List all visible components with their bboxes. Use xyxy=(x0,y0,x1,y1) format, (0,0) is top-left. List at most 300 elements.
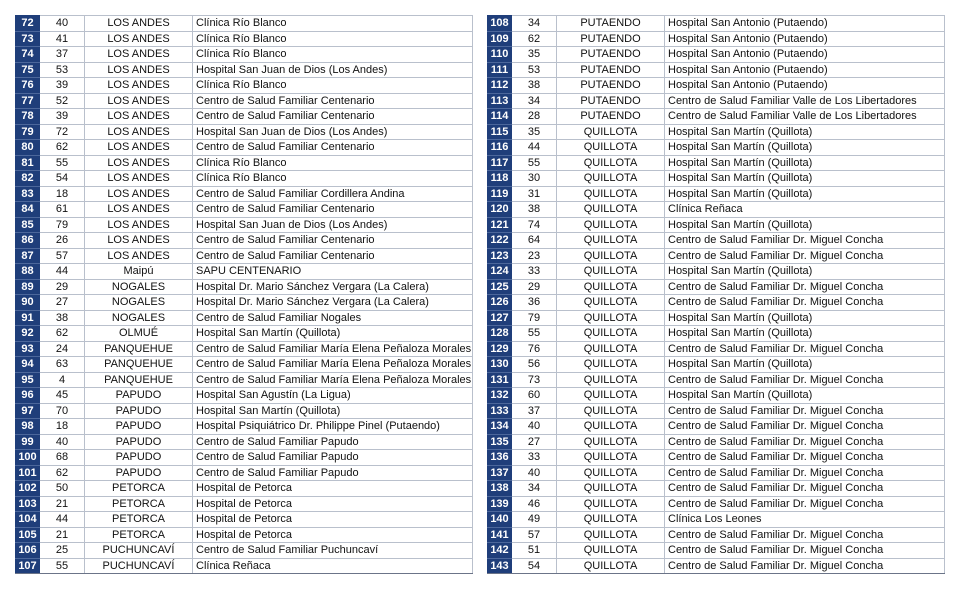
case-number-cell: 106 xyxy=(16,543,40,559)
commune-cell: PANQUEHUE xyxy=(85,372,193,388)
table-row xyxy=(16,233,473,249)
age-cell: 40 xyxy=(40,434,85,450)
table-row xyxy=(16,217,473,233)
commune-cell: NOGALES xyxy=(85,295,193,311)
case-number-cell: 120 xyxy=(488,202,512,218)
case-number-cell: 113 xyxy=(488,93,512,109)
facility-cell: Centro de Salud Familiar Dr. Miguel Concha xyxy=(665,527,945,543)
age-cell: 18 xyxy=(40,186,85,202)
table-row xyxy=(16,341,473,357)
case-number-cell: 125 xyxy=(488,279,512,295)
cases-table-left xyxy=(15,15,473,574)
commune-cell: QUILLOTA xyxy=(557,186,665,202)
commune-cell: QUILLOTA xyxy=(557,217,665,233)
case-number-cell: 92 xyxy=(16,326,40,342)
table-row xyxy=(16,155,473,171)
facility-cell: Hospital San Martín (Quillota) xyxy=(665,171,945,187)
case-number-cell: 76 xyxy=(16,78,40,94)
facility-cell: Hospital San Martín (Quillota) xyxy=(665,264,945,280)
commune-cell: LOS ANDES xyxy=(85,155,193,171)
age-cell: 62 xyxy=(40,140,85,156)
case-number-cell: 134 xyxy=(488,419,512,435)
case-number-cell: 138 xyxy=(488,481,512,497)
case-number-cell: 105 xyxy=(16,527,40,543)
case-number-cell: 142 xyxy=(488,543,512,559)
age-cell: 28 xyxy=(512,109,557,125)
table-row xyxy=(488,388,945,404)
facility-cell: Centro de Salud Familiar Papudo xyxy=(193,450,473,466)
age-cell: 54 xyxy=(512,558,557,574)
table-row xyxy=(488,310,945,326)
case-number-cell: 93 xyxy=(16,341,40,357)
commune-cell: QUILLOTA xyxy=(557,155,665,171)
facility-cell: Hospital San Antonio (Putaendo) xyxy=(665,31,945,47)
age-cell: 27 xyxy=(40,295,85,311)
table-row xyxy=(16,186,473,202)
case-number-cell: 100 xyxy=(16,450,40,466)
commune-cell: PAPUDO xyxy=(85,434,193,450)
case-number-cell: 116 xyxy=(488,140,512,156)
commune-cell: QUILLOTA xyxy=(557,465,665,481)
commune-cell: PUTAENDO xyxy=(557,31,665,47)
commune-cell: LOS ANDES xyxy=(85,202,193,218)
table-row xyxy=(488,558,945,574)
case-number-cell: 91 xyxy=(16,310,40,326)
facility-cell: Centro de Salud Familiar Dr. Miguel Concha xyxy=(665,434,945,450)
commune-cell: LOS ANDES xyxy=(85,248,193,264)
facility-cell: Centro de Salud Familiar Centenario xyxy=(193,248,473,264)
commune-cell: QUILLOTA xyxy=(557,481,665,497)
facility-cell: Clínica Río Blanco xyxy=(193,16,473,32)
table-row xyxy=(16,527,473,543)
table-row xyxy=(16,78,473,94)
commune-cell: PUCHUNCAVÍ xyxy=(85,543,193,559)
case-number-cell: 98 xyxy=(16,419,40,435)
case-number-cell: 79 xyxy=(16,124,40,140)
cases-table-right-body xyxy=(488,16,945,574)
age-cell: 30 xyxy=(512,171,557,187)
commune-cell: QUILLOTA xyxy=(557,512,665,528)
case-number-cell: 132 xyxy=(488,388,512,404)
age-cell: 34 xyxy=(512,481,557,497)
table-row xyxy=(16,140,473,156)
facility-cell: SAPU CENTENARIO xyxy=(193,264,473,280)
commune-cell: PANQUEHUE xyxy=(85,357,193,373)
case-number-cell: 95 xyxy=(16,372,40,388)
facility-cell: Clínica Río Blanco xyxy=(193,171,473,187)
facility-cell: Centro de Salud Familiar Dr. Miguel Concha xyxy=(665,403,945,419)
commune-cell: LOS ANDES xyxy=(85,124,193,140)
case-number-cell: 87 xyxy=(16,248,40,264)
commune-cell: QUILLOTA xyxy=(557,403,665,419)
commune-cell: QUILLOTA xyxy=(557,310,665,326)
facility-cell: Hospital San Antonio (Putaendo) xyxy=(665,78,945,94)
age-cell: 56 xyxy=(512,357,557,373)
table-row xyxy=(488,357,945,373)
commune-cell: PETORCA xyxy=(85,496,193,512)
commune-cell: LOS ANDES xyxy=(85,93,193,109)
table-row xyxy=(488,78,945,94)
age-cell: 38 xyxy=(40,310,85,326)
case-number-cell: 80 xyxy=(16,140,40,156)
facility-cell: Centro de Salud Familiar Dr. Miguel Concha xyxy=(665,481,945,497)
facility-cell: Hospital Dr. Mario Sánchez Vergara (La Calera) xyxy=(193,279,473,295)
case-number-cell: 77 xyxy=(16,93,40,109)
commune-cell: OLMUÉ xyxy=(85,326,193,342)
facility-cell: Hospital San Martín (Quillota) xyxy=(665,186,945,202)
commune-cell: PETORCA xyxy=(85,527,193,543)
age-cell: 79 xyxy=(512,310,557,326)
table-row xyxy=(16,93,473,109)
facility-cell: Centro de Salud Familiar Papudo xyxy=(193,434,473,450)
commune-cell: LOS ANDES xyxy=(85,186,193,202)
case-number-cell: 75 xyxy=(16,62,40,78)
facility-cell: Hospital San Martín (Quillota) xyxy=(665,140,945,156)
case-number-cell: 84 xyxy=(16,202,40,218)
age-cell: 62 xyxy=(40,326,85,342)
table-row xyxy=(488,93,945,109)
table-row xyxy=(16,558,473,574)
table-row xyxy=(16,543,473,559)
commune-cell: QUILLOTA xyxy=(557,388,665,404)
age-cell: 40 xyxy=(512,419,557,435)
facility-cell: Centro de Salud Familiar Dr. Miguel Concha xyxy=(665,496,945,512)
table-row xyxy=(16,419,473,435)
age-cell: 37 xyxy=(40,47,85,63)
commune-cell: PUTAENDO xyxy=(557,62,665,78)
table-row xyxy=(16,465,473,481)
commune-cell: QUILLOTA xyxy=(557,171,665,187)
case-number-cell: 119 xyxy=(488,186,512,202)
table-row xyxy=(16,16,473,32)
age-cell: 53 xyxy=(40,62,85,78)
case-number-cell: 114 xyxy=(488,109,512,125)
table-row xyxy=(16,47,473,63)
case-number-cell: 82 xyxy=(16,171,40,187)
case-number-cell: 111 xyxy=(488,62,512,78)
table-row xyxy=(488,419,945,435)
commune-cell: PETORCA xyxy=(85,512,193,528)
table-row xyxy=(488,155,945,171)
age-cell: 73 xyxy=(512,372,557,388)
facility-cell: Centro de Salud Familiar Centenario xyxy=(193,140,473,156)
commune-cell: PAPUDO xyxy=(85,388,193,404)
commune-cell: QUILLOTA xyxy=(557,202,665,218)
table-row xyxy=(16,295,473,311)
commune-cell: LOS ANDES xyxy=(85,109,193,125)
table-row xyxy=(488,543,945,559)
commune-cell: LOS ANDES xyxy=(85,140,193,156)
facility-cell: Hospital San Martín (Quillota) xyxy=(665,217,945,233)
age-cell: 34 xyxy=(512,16,557,32)
table-row xyxy=(488,62,945,78)
table-row xyxy=(488,481,945,497)
facility-cell: Centro de Salud Familiar Dr. Miguel Concha xyxy=(665,450,945,466)
facility-cell: Hospital San Juan de Dios (Los Andes) xyxy=(193,217,473,233)
commune-cell: QUILLOTA xyxy=(557,527,665,543)
age-cell: 57 xyxy=(40,248,85,264)
age-cell: 34 xyxy=(512,93,557,109)
facility-cell: Clínica Río Blanco xyxy=(193,155,473,171)
commune-cell: LOS ANDES xyxy=(85,47,193,63)
table-row xyxy=(16,62,473,78)
table-row xyxy=(16,450,473,466)
facility-cell: Clínica Río Blanco xyxy=(193,31,473,47)
case-number-cell: 83 xyxy=(16,186,40,202)
commune-cell: PUTAENDO xyxy=(557,109,665,125)
age-cell: 79 xyxy=(40,217,85,233)
case-number-cell: 101 xyxy=(16,465,40,481)
table-row xyxy=(488,31,945,47)
facility-cell: Centro de Salud Familiar Centenario xyxy=(193,93,473,109)
commune-cell: LOS ANDES xyxy=(85,31,193,47)
case-number-cell: 128 xyxy=(488,326,512,342)
age-cell: 54 xyxy=(40,171,85,187)
facility-cell: Hospital de Petorca xyxy=(193,512,473,528)
commune-cell: QUILLOTA xyxy=(557,326,665,342)
facility-cell: Hospital San Martín (Quillota) xyxy=(193,403,473,419)
case-number-cell: 133 xyxy=(488,403,512,419)
case-number-cell: 115 xyxy=(488,124,512,140)
commune-cell: PUCHUNCAVÍ xyxy=(85,558,193,574)
facility-cell: Centro de Salud Familiar María Elena Peñaloza Morales xyxy=(193,372,473,388)
age-cell: 70 xyxy=(40,403,85,419)
case-number-cell: 97 xyxy=(16,403,40,419)
table-row xyxy=(488,434,945,450)
facility-cell: Hospital San Martín (Quillota) xyxy=(665,326,945,342)
cases-table-left-body xyxy=(16,16,473,574)
commune-cell: PAPUDO xyxy=(85,419,193,435)
age-cell: 68 xyxy=(40,450,85,466)
facility-cell: Clínica Reñaca xyxy=(193,558,473,574)
commune-cell: QUILLOTA xyxy=(557,279,665,295)
commune-cell: LOS ANDES xyxy=(85,62,193,78)
facility-cell: Hospital San Martín (Quillota) xyxy=(665,124,945,140)
age-cell: 31 xyxy=(512,186,557,202)
facility-cell: Clínica Río Blanco xyxy=(193,78,473,94)
facility-cell: Centro de Salud Familiar María Elena Peñaloza Morales xyxy=(193,357,473,373)
case-number-cell: 127 xyxy=(488,310,512,326)
facility-cell: Hospital de Petorca xyxy=(193,527,473,543)
facility-cell: Centro de Salud Familiar Dr. Miguel Concha xyxy=(665,465,945,481)
table-row xyxy=(488,248,945,264)
age-cell: 21 xyxy=(40,496,85,512)
table-row xyxy=(488,109,945,125)
facility-cell: Centro de Salud Familiar Dr. Miguel Concha xyxy=(665,248,945,264)
age-cell: 62 xyxy=(512,31,557,47)
age-cell: 21 xyxy=(40,527,85,543)
commune-cell: QUILLOTA xyxy=(557,357,665,373)
age-cell: 55 xyxy=(40,155,85,171)
age-cell: 44 xyxy=(40,264,85,280)
age-cell: 38 xyxy=(512,78,557,94)
table-row xyxy=(488,233,945,249)
case-number-cell: 130 xyxy=(488,357,512,373)
age-cell: 44 xyxy=(512,140,557,156)
table-row xyxy=(488,16,945,32)
age-cell: 40 xyxy=(40,16,85,32)
table-row xyxy=(16,326,473,342)
case-number-cell: 85 xyxy=(16,217,40,233)
case-number-cell: 104 xyxy=(16,512,40,528)
commune-cell: PETORCA xyxy=(85,481,193,497)
table-row xyxy=(488,264,945,280)
commune-cell: QUILLOTA xyxy=(557,233,665,249)
table-row xyxy=(16,403,473,419)
case-number-cell: 141 xyxy=(488,527,512,543)
case-number-cell: 110 xyxy=(488,47,512,63)
case-number-cell: 126 xyxy=(488,295,512,311)
table-row xyxy=(488,341,945,357)
facility-cell: Clínica Río Blanco xyxy=(193,47,473,63)
table-row xyxy=(16,481,473,497)
age-cell: 50 xyxy=(40,481,85,497)
case-number-cell: 78 xyxy=(16,109,40,125)
facility-cell: Centro de Salud Familiar Valle de Los Libertadores xyxy=(665,93,945,109)
facility-cell: Centro de Salud Familiar Dr. Miguel Concha xyxy=(665,419,945,435)
facility-cell: Centro de Salud Familiar Dr. Miguel Concha xyxy=(665,341,945,357)
commune-cell: QUILLOTA xyxy=(557,543,665,559)
facility-cell: Hospital San Martín (Quillota) xyxy=(665,357,945,373)
case-number-cell: 123 xyxy=(488,248,512,264)
age-cell: 4 xyxy=(40,372,85,388)
facility-cell: Centro de Salud Familiar Dr. Miguel Concha xyxy=(665,295,945,311)
facility-cell: Hospital San Martín (Quillota) xyxy=(665,388,945,404)
case-number-cell: 102 xyxy=(16,481,40,497)
case-number-cell: 107 xyxy=(16,558,40,574)
facility-cell: Hospital San Agustín (La Ligua) xyxy=(193,388,473,404)
commune-cell: QUILLOTA xyxy=(557,496,665,512)
table-row xyxy=(16,372,473,388)
case-number-cell: 122 xyxy=(488,233,512,249)
age-cell: 38 xyxy=(512,202,557,218)
table-row xyxy=(488,465,945,481)
table-row xyxy=(488,372,945,388)
case-number-cell: 103 xyxy=(16,496,40,512)
table-row xyxy=(16,109,473,125)
age-cell: 41 xyxy=(40,31,85,47)
commune-cell: LOS ANDES xyxy=(85,233,193,249)
facility-cell: Hospital San Martín (Quillota) xyxy=(665,155,945,171)
table-row xyxy=(16,357,473,373)
table-row xyxy=(488,450,945,466)
case-number-cell: 121 xyxy=(488,217,512,233)
age-cell: 23 xyxy=(512,248,557,264)
table-row xyxy=(488,202,945,218)
age-cell: 62 xyxy=(40,465,85,481)
facility-cell: Hospital San Antonio (Putaendo) xyxy=(665,62,945,78)
table-row xyxy=(16,248,473,264)
case-number-cell: 137 xyxy=(488,465,512,481)
table-row xyxy=(16,171,473,187)
case-number-cell: 129 xyxy=(488,341,512,357)
age-cell: 39 xyxy=(40,109,85,125)
case-number-cell: 88 xyxy=(16,264,40,280)
facility-cell: Centro de Salud Familiar Dr. Miguel Concha xyxy=(665,372,945,388)
table-row xyxy=(488,527,945,543)
age-cell: 40 xyxy=(512,465,557,481)
case-number-cell: 140 xyxy=(488,512,512,528)
age-cell: 27 xyxy=(512,434,557,450)
facility-cell: Hospital San Juan de Dios (Los Andes) xyxy=(193,124,473,140)
table-row xyxy=(488,403,945,419)
table-row xyxy=(16,31,473,47)
commune-cell: LOS ANDES xyxy=(85,171,193,187)
case-number-cell: 90 xyxy=(16,295,40,311)
commune-cell: NOGALES xyxy=(85,279,193,295)
commune-cell: PAPUDO xyxy=(85,465,193,481)
age-cell: 36 xyxy=(512,295,557,311)
case-number-cell: 117 xyxy=(488,155,512,171)
cases-table-right xyxy=(487,15,945,574)
table-row xyxy=(488,217,945,233)
age-cell: 61 xyxy=(40,202,85,218)
case-number-cell: 74 xyxy=(16,47,40,63)
table-row xyxy=(16,202,473,218)
facility-cell: Centro de Salud Familiar Valle de Los Libertadores xyxy=(665,109,945,125)
age-cell: 39 xyxy=(40,78,85,94)
facility-cell: Hospital Dr. Mario Sánchez Vergara (La Calera) xyxy=(193,295,473,311)
age-cell: 35 xyxy=(512,47,557,63)
case-number-cell: 135 xyxy=(488,434,512,450)
case-number-cell: 73 xyxy=(16,31,40,47)
age-cell: 57 xyxy=(512,527,557,543)
case-number-cell: 112 xyxy=(488,78,512,94)
age-cell: 76 xyxy=(512,341,557,357)
facility-cell: Hospital San Martín (Quillota) xyxy=(193,326,473,342)
facility-cell: Hospital San Juan de Dios (Los Andes) xyxy=(193,62,473,78)
case-number-cell: 108 xyxy=(488,16,512,32)
facility-cell: Centro de Salud Familiar Dr. Miguel Concha xyxy=(665,543,945,559)
age-cell: 63 xyxy=(40,357,85,373)
case-number-cell: 86 xyxy=(16,233,40,249)
age-cell: 35 xyxy=(512,124,557,140)
commune-cell: QUILLOTA xyxy=(557,450,665,466)
facility-cell: Centro de Salud Familiar Centenario xyxy=(193,109,473,125)
commune-cell: QUILLOTA xyxy=(557,558,665,574)
age-cell: 55 xyxy=(40,558,85,574)
facility-cell: Centro de Salud Familiar Cordillera Andina xyxy=(193,186,473,202)
age-cell: 26 xyxy=(40,233,85,249)
commune-cell: PUTAENDO xyxy=(557,93,665,109)
age-cell: 51 xyxy=(512,543,557,559)
case-number-cell: 143 xyxy=(488,558,512,574)
commune-cell: PAPUDO xyxy=(85,450,193,466)
commune-cell: LOS ANDES xyxy=(85,78,193,94)
table-row xyxy=(16,512,473,528)
table-row xyxy=(16,310,473,326)
age-cell: 46 xyxy=(512,496,557,512)
commune-cell: LOS ANDES xyxy=(85,217,193,233)
case-number-cell: 109 xyxy=(488,31,512,47)
facility-cell: Centro de Salud Familiar Dr. Miguel Concha xyxy=(665,558,945,574)
table-row xyxy=(16,124,473,140)
commune-cell: Maipú xyxy=(85,264,193,280)
facility-cell: Hospital San Antonio (Putaendo) xyxy=(665,16,945,32)
commune-cell: QUILLOTA xyxy=(557,295,665,311)
commune-cell: QUILLOTA xyxy=(557,264,665,280)
age-cell: 55 xyxy=(512,155,557,171)
commune-cell: QUILLOTA xyxy=(557,341,665,357)
age-cell: 44 xyxy=(40,512,85,528)
commune-cell: QUILLOTA xyxy=(557,434,665,450)
facility-cell: Centro de Salud Familiar Centenario xyxy=(193,202,473,218)
commune-cell: QUILLOTA xyxy=(557,248,665,264)
case-number-cell: 118 xyxy=(488,171,512,187)
commune-cell: LOS ANDES xyxy=(85,16,193,32)
age-cell: 49 xyxy=(512,512,557,528)
facility-cell: Centro de Salud Familiar Nogales xyxy=(193,310,473,326)
